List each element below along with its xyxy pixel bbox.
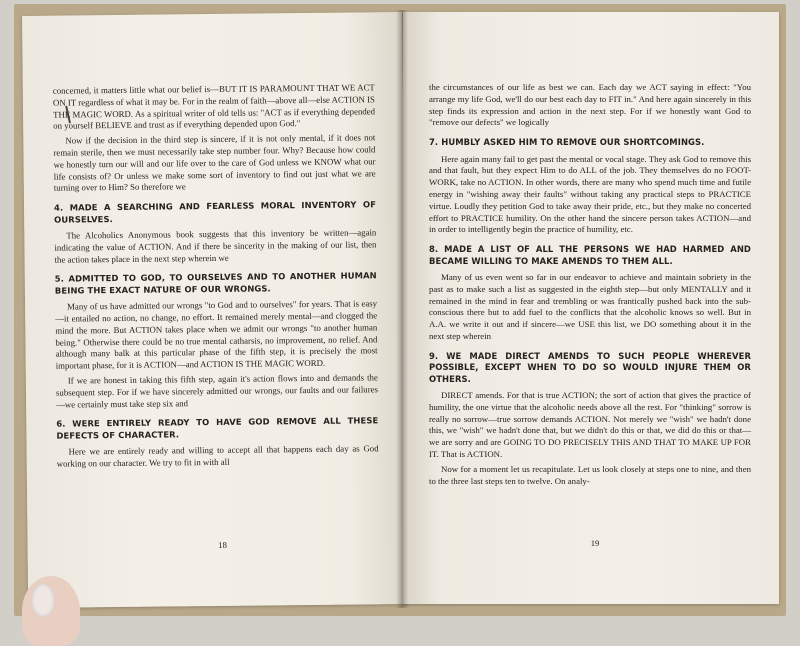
step-heading: 7. HUMBLY ASKED HIM TO REMOVE OUR SHORTCOMINGS. bbox=[429, 137, 705, 148]
page-number-right: 19 bbox=[590, 538, 600, 548]
paragraph: Many of us even went so far in our endeavor to achieve and maintain sobriety in the past as to make such a list as suggested in the eighth step—but only MENTALLY and it remained in the mind in fear and trembling or was frantically pushed back into the sub-conscious there but to add fuel to the conflicts that the alcoholic knows so well. But in A.A. we write it out and if sincere—we USE this list, we DO something about it in the next step wherein bbox=[429, 271, 751, 341]
step-heading: 8. MADE A LIST OF ALL THE PERSONS WE HAD HARMED AND BECAME WILLING TO MAKE AMENDS TO THEM ALL. bbox=[429, 244, 751, 266]
paragraph: the circumstances of our life as best we can. Each day we ACT saying in effect: "You arrange my life God, we'll do our best each day to FIT in." And here again sincerely in this step finds its expression and action in the next step. For if we honestly want God to "remove our defects" we logically bbox=[429, 82, 751, 128]
book-gutter bbox=[396, 10, 408, 608]
step-heading: 9. WE MADE DIRECT AMENDS TO SUCH PEOPLE WHEREVER POSSIBLE, EXCEPT WHEN TO DO SO WOULD INJURE THEM OR OTHERS. bbox=[429, 350, 751, 384]
paragraph: The Alcoholics Anonymous book suggests that this inventory be written—again indicating the value of ACTION. And if there be sincerity in the making of our list, then the action takes place in the next step wherein we bbox=[54, 227, 377, 265]
paragraph: concerned, it matters little what our belief is—BUT IT IS PARAMOUNT THAT WE ACT ON IT regardless of what it may be. For in the realm of faith—above all—else ACTION IS THE MAGIC WORD. As a spiritual writer of old tells us: "ACT as if everything depended on yourself BELIEVE and trust as if everything depended upon God." bbox=[52, 82, 376, 132]
step-heading: 6. WERE ENTIRELY READY TO HAVE GOD REMOVE ALL THESE DEFECTS OF CHARACTER. bbox=[56, 415, 379, 441]
left-page bbox=[22, 12, 408, 608]
thumbnail bbox=[31, 583, 55, 617]
paragraph: Now for a moment let us recapitulate. Let us look closely at steps one to nine, and then to the three last steps ten to twelve. On analy- bbox=[429, 463, 751, 486]
paragraph: Here we are entirely ready and willing to accept all that happens each day as God working on our character. We try to fit in with all bbox=[56, 443, 379, 469]
page-number-left: 18 bbox=[218, 539, 227, 550]
step-heading: 5. ADMITTED TO GOD, TO OURSELVES AND TO ANOTHER HUMAN BEING THE EXACT NATURE OF OUR WRONGS. bbox=[54, 270, 377, 296]
paragraph: Now if the decision in the third step is sincere, if it is not only mental, if it does not remain sterile, then we must necessarily take step number four. Why? Because how could we honestly turn our will and our life over to the care of God unless we KNOW what our life consists of? Or unless we make some sort of inventory to find out just what we are turning over to Him? So therefore we bbox=[53, 132, 376, 194]
right-page bbox=[403, 12, 779, 604]
step-heading: 4. MADE A SEARCHING AND FEARLESS MORAL INVENTORY OF OURSELVES. bbox=[53, 199, 377, 225]
right-text-column bbox=[429, 82, 751, 490]
paragraph: Here again many fail to get past the mental or vocal stage. They ask God to remove this and that fault, but they expect Him to do ALL of the job. They themselves do no FOOT-WORK, take no ACTION. In other words, there are many who spend much time and futile energy in "wishing away their faults" without taking any practical steps to PRACTICE virtue. Loudly they petition God to take away their pride, etc., but they make no concerted effort to PRACTICE humility. On the other hand the sincere person takes ACTION—and in order to intelligently begin the practice of humility, etc. bbox=[429, 153, 751, 235]
paragraph: If we are honest in taking this fifth step, again it's action flows into and demands the subsequent step. For if we have sincerely admitted our wrongs, our faults and our failures—we certainly must take step six and bbox=[55, 372, 378, 410]
paragraph: DIRECT amends. For that is true ACTION; the sort of action that gives the practice of humility, the one virtue that the alcoholic needs above all the rest. For "thinking" sorrow is really no sorrow—true sorrow demands ACTION. Not merely we "wish" we hadn't done this, we "wish" we hadn't done that, but we didn't do this or that, we did do this or that—we are sorry and are GOING TO DO PRECISELY THIS AND THAT TO MAKE UP FOR IT. That is ACTION. bbox=[429, 389, 751, 459]
left-text-column bbox=[53, 82, 379, 473]
paragraph: Many of us have admitted our wrongs "to God and to ourselves" for years. That is easy—it entailed no action, no change, no effort. It remained merely mental—and clogged the mind the more. But ACTION takes place when we admit our wrongs "to another human being." Otherwise there could be no true mental catharsis, no improvement, no relief. And although many balk at this particular phase of the fifth step, it is precisely the most important phase, for it is ACTION—and ACTION IS THE MAGIC WORD. bbox=[55, 298, 378, 371]
